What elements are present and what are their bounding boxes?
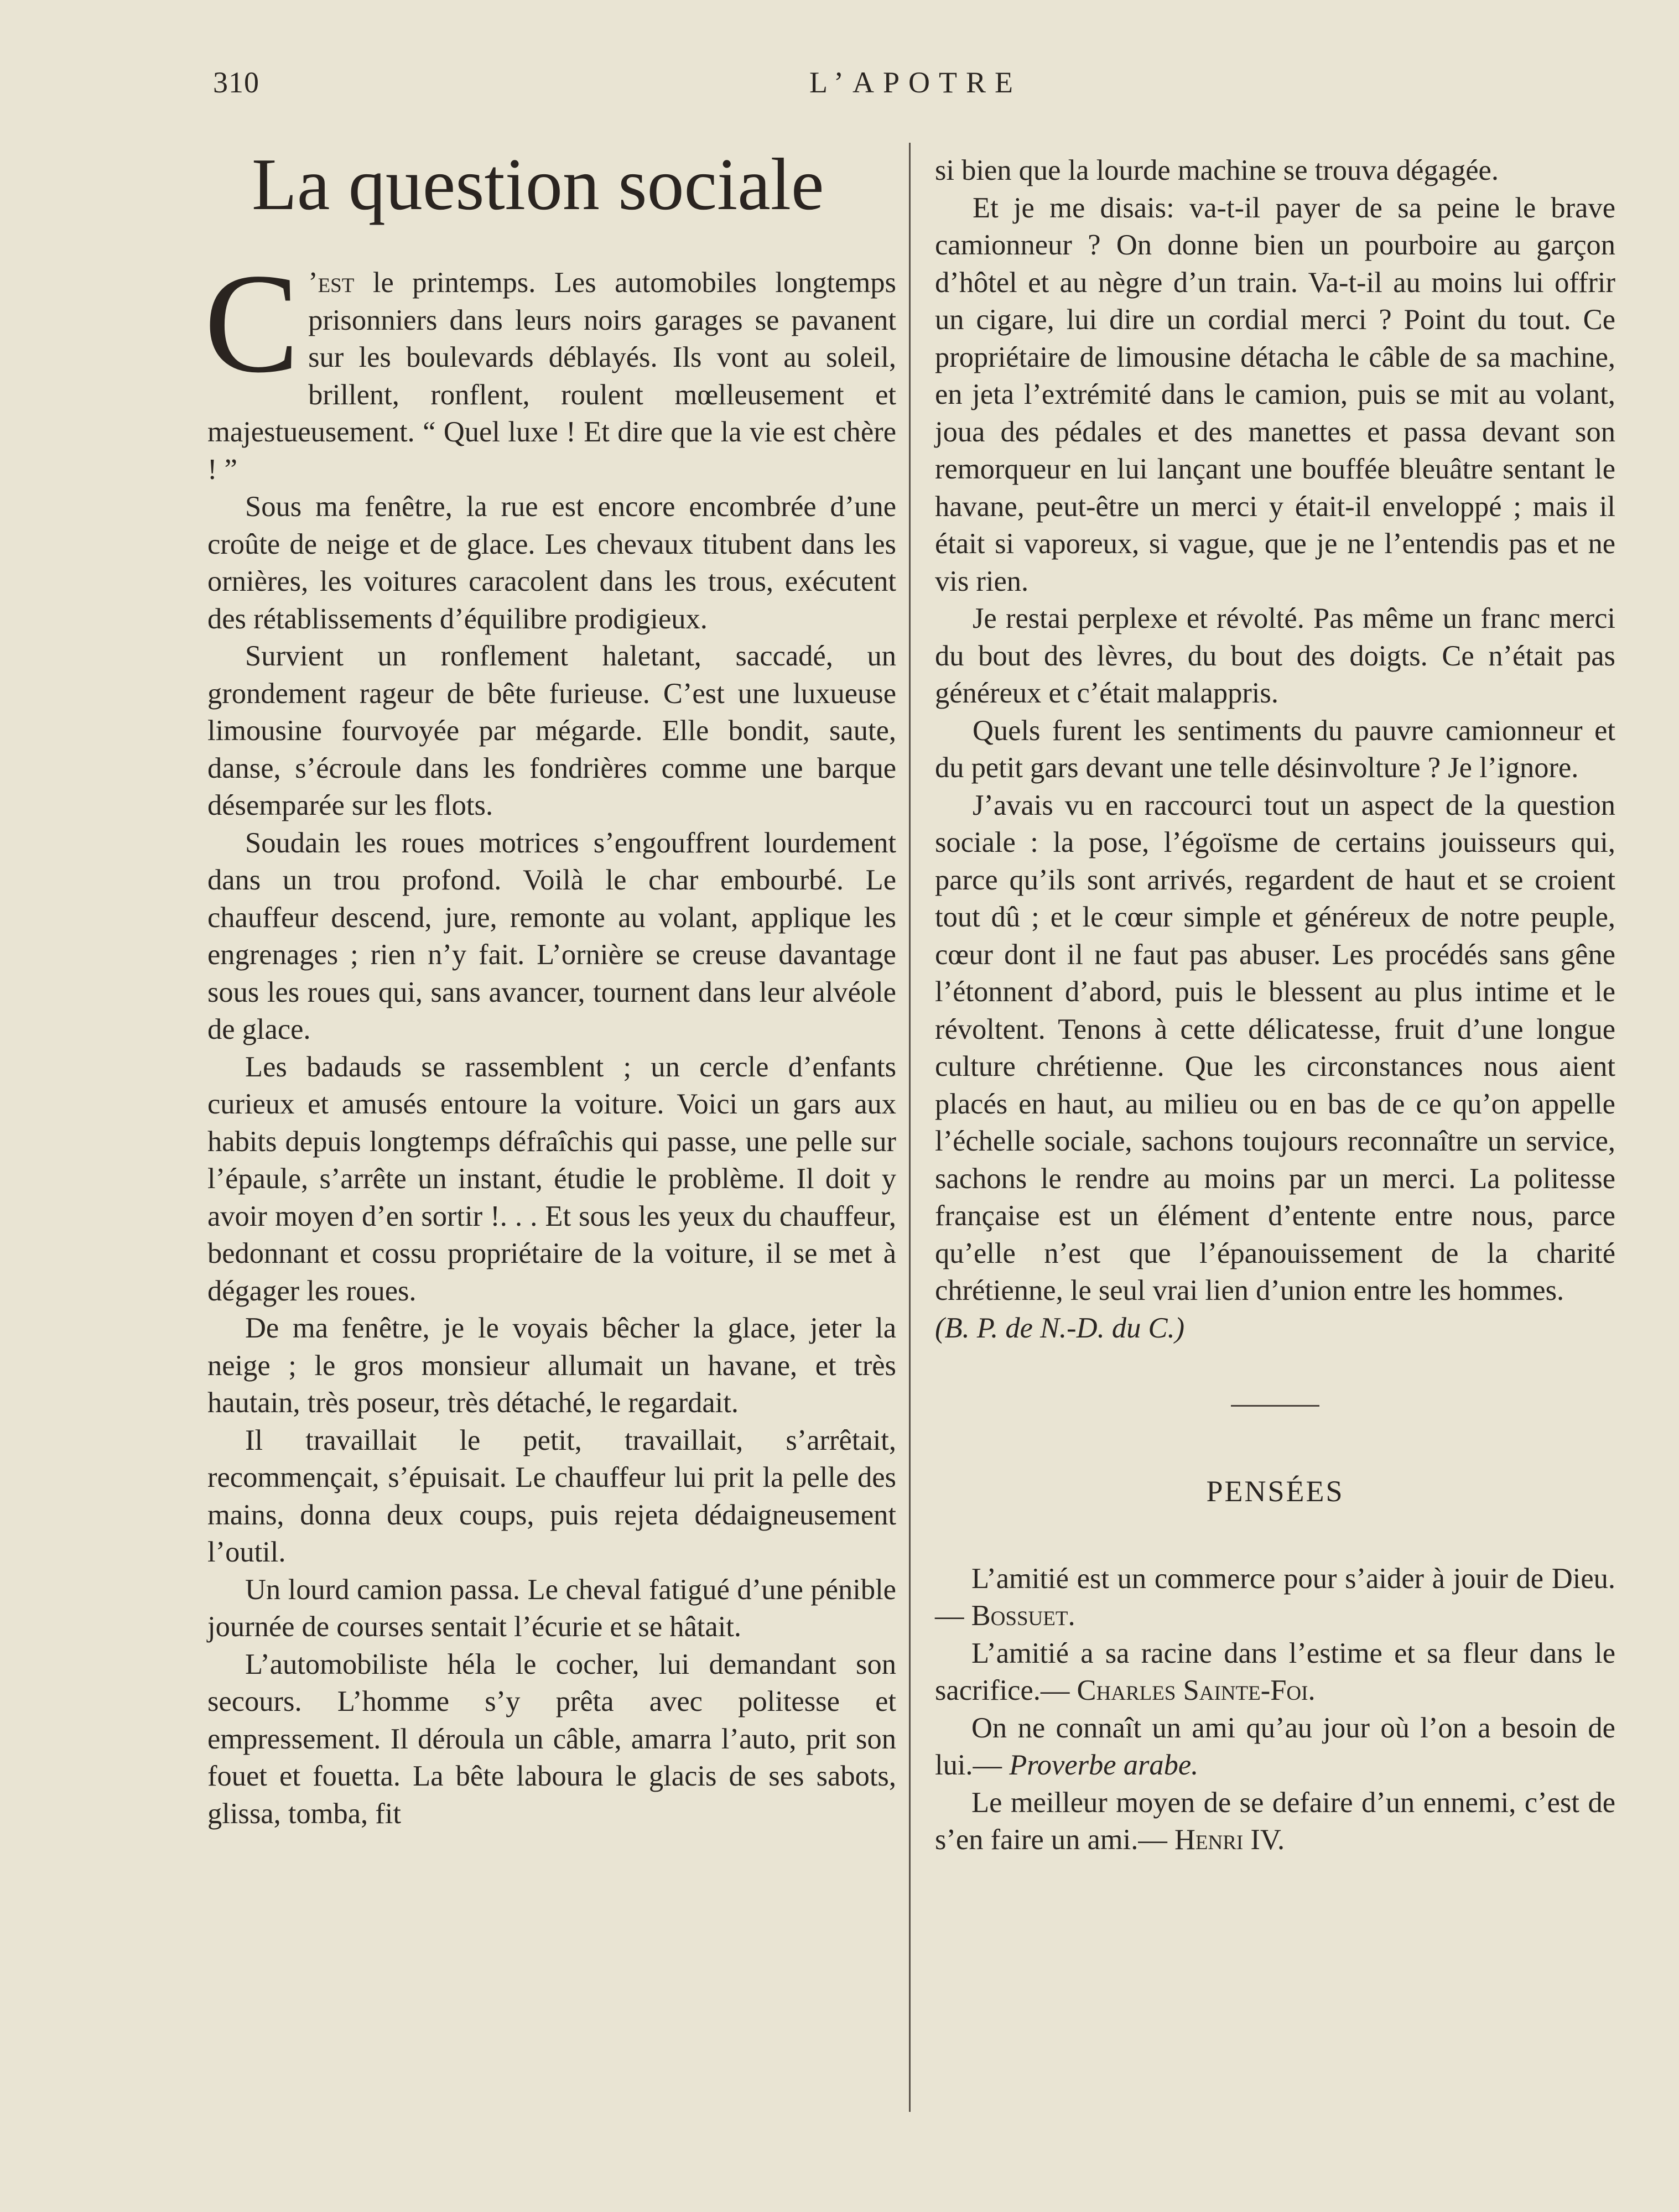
pensee-text: L’amitié a sa racine dans l’estime et sa fleur dans le sacrifice.— <box>935 1637 1615 1706</box>
pensee-author: Bossuet. <box>971 1600 1075 1632</box>
article-paragraph-7: Il travaillait le petit, travaillait, s’arrêtait, recommençait, s’épuisait. Le chauffeur lui prit la pelle des mains, donna deux coups, puis rejeta dédaigneusement l’outil. <box>207 1424 896 1568</box>
article-paragraph-3: Survient un ronflement haletant, saccadé, un grondement rageur de bête furieuse. C’est une luxueuse limousine fourvoyée par mégarde. Elle bondit, saute, danse, s’écroule dans les fondrières comme une barque désemparée sur les flots. <box>207 640 896 821</box>
pensee-author: Proverbe arabe. <box>1009 1749 1199 1781</box>
article-signature: (B. P. de N.-D. du C.) <box>935 1311 1185 1344</box>
article-paragraph-8: Un lourd camion passa. Le cheval fatigué d’une pénible journée de courses sentait l’écurie et se hâtait. <box>207 1573 896 1643</box>
pensee-text: L’amitié est un commerce pour s’aider à jouir de Dieu.— <box>935 1562 1615 1632</box>
pensee-text: Le meilleur moyen de se defaire d’un ennemi, c’est de s’en faire un ami.— <box>935 1786 1615 1856</box>
right-column <box>935 152 1615 1859</box>
article-paragraph-1 <box>204 244 896 488</box>
pensee-author: Charles Sainte-Foi. <box>1077 1674 1316 1706</box>
left-column <box>204 143 896 1833</box>
pensee-item <box>935 1784 1615 1859</box>
article-paragraph-2: Sous ma fenêtre, la rue est encore encombrée d’une croûte de neige et de glace. Les chevaux titubent dans les ornières, les voitures caracolent dans les trous, exécutent des rétablissements d’équilibre prodigieux. <box>207 491 896 635</box>
journal-title: L’APOTRE <box>809 66 1022 99</box>
article-paragraph-13: J’avais vu en raccourci tout un aspect de la question sociale : la pose, l’égoïsme de certains jouisseurs qui, parce qu’ils sont arrivés, regardent de haut et se croient tout dû ; et le cœur simple et généreux de notre peuple, cœur dont il ne faut pas abuser. Les procédés sans gêne l’étonnent d’abord, puis le blessent au plus intime et le révoltent. Tenons à cette délicatesse, fruit d’une longue culture chrétienne. Que les circonstances nous aient placés en haut, au milieu ou en bas de ce qu’on appelle l’échelle sociale, sachons toujours reconnaître un service, sachons le rendre au moins par un merci. La politesse française est un élément d’entente entre nous, parce qu’elle n’est que l’épanouissement de la charité chrétienne, le seul vrai lien d’union entre les hommes. <box>935 789 1615 1307</box>
pensee-text: On ne connaît un ami qu’au jour où l’on a besoin de lui.— <box>935 1711 1615 1781</box>
running-header <box>213 65 1618 110</box>
article-paragraph-12: Quels furent les sentiments du pauvre camionneur et du petit gars devant une telle désinvolture ? Je l’ignore. <box>935 714 1615 784</box>
section-divider <box>1231 1405 1319 1407</box>
article-paragraph-10: Et je me disais: va-t-il payer de sa peine le brave camionneur ? On donne bien un pourboire au garçon d’hôtel et au nègre d’un train. Va-t-il au moins lui offrir un cigare, lui dire un cordial merci ? Point du tout. Ce propriétaire de limousine détacha le câble de sa machine, en jeta l’extrémité dans le camion, puis se mit au volant, joua des pédales et des manettes et passa devant son remorqueur en lui lançant une bouffée bleuâtre sentant le havane, peut-être un merci y était-il enveloppé ; mais il était si vaporeux, si vague, que je ne l’entendis pas et ne vis rien. <box>935 191 1615 597</box>
pensees-list <box>935 1560 1615 1859</box>
article-paragraph-4: Soudain les roues motrices s’engouffrent lourdement dans un trou profond. Voilà le char embourbé. Le chauffeur descend, jure, remonte au volant, applique les engrenages ; rien n’y fait. L’ornière se creuse davantage sous les roues qui, sans avancer, tournent dans leur alvéole de glace. <box>207 826 896 1045</box>
pensees-heading: PENSÉES <box>1206 1475 1344 1508</box>
article-paragraph-continued: si bien que la lourde machine se trouva dégagée. <box>935 154 1499 186</box>
drop-cap: C <box>204 244 300 402</box>
pensee-author: Henri IV. <box>1174 1824 1285 1856</box>
article-paragraph-9: L’automobiliste héla le cocher, lui demandant son secours. L’homme s’y prêta avec politesse et empressement. Il déroula un câble, amarra l’auto, prit son fouet et fouetta. La bête laboura le glacis de ses sabots, glissa, tomba, fit <box>207 1648 896 1830</box>
pensee-item <box>935 1635 1615 1710</box>
pensee-item <box>935 1560 1615 1635</box>
first-word-smallcaps: ’est <box>308 267 355 299</box>
article-paragraph-6: De ma fenêtre, je le voyais bêcher la glace, jeter la neige ; le gros monsieur allumait un havane, et très hautain, très poseur, très détaché, le regardait. <box>207 1312 896 1419</box>
pensee-item <box>935 1710 1615 1784</box>
page-number: 310 <box>213 66 259 99</box>
column-divider <box>909 143 911 2112</box>
article-title: La question sociale <box>252 143 824 225</box>
article-paragraph-11: Je restai perplexe et révolté. Pas même un franc merci du bout des lèvres, du bout des doigts. Ce n’était pas généreux et c’était malappris. <box>935 602 1615 709</box>
paragraph-text: le printemps. Les automobiles longtemps prisonniers dans leurs noirs garages se pavanent sur les boulevards déblayés. Ils vont au soleil, brillent, ronflent, roulent mœlleusement et majestueusement. “ Quel luxe ! Et dire que la vie est chère ! ” <box>207 267 896 486</box>
article-paragraph-5: Les badauds se rassemblent ; un cercle d’enfants curieux et amusés entoure la voiture. Voici un gars aux habits depuis longtemps défraîchis qui passe, une pelle sur l’épaule, s’arrête un instant, étudie le problème. Il doit y avoir moyen d’en sortir !. . . Et sous les yeux du chauffeur, bedonnant et cossu propriétaire de la voiture, il se met à dégager les roues. <box>207 1050 896 1307</box>
